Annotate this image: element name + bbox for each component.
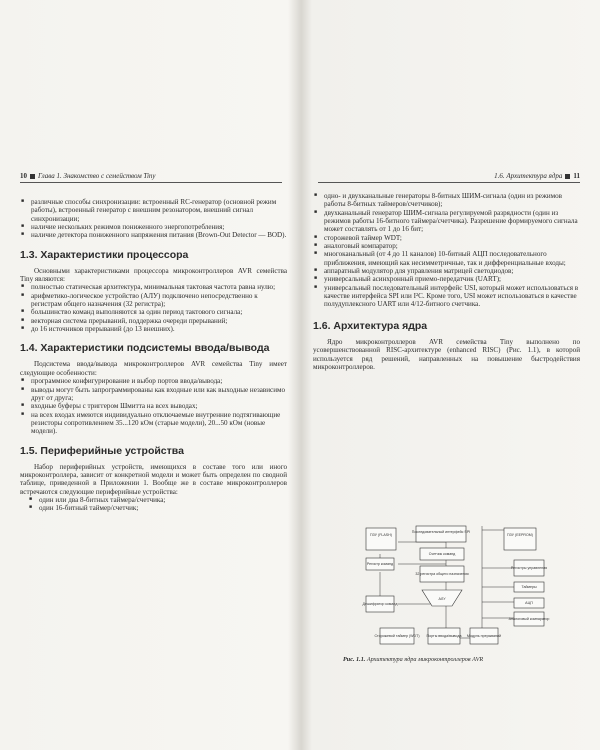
list-item: ■ выводы могут быть запрограммированы как входные или как выходные независимо друг от друга;: [20, 386, 287, 403]
flash-block: [366, 528, 396, 550]
list-item: ■ арифметико-логическое устройство (АЛУ) подключено непосредственно к регистрам общего назначения (32 регистра);: [20, 292, 287, 309]
list-item: ■ сторожевой таймер WDT;: [313, 234, 580, 242]
figure-caption: [343, 656, 483, 663]
architecture-diagram: [358, 524, 556, 654]
right-page-section: 1.6. Архитектура ядра: [494, 172, 563, 180]
ctrl-regs-label: Регистры управления: [510, 566, 548, 570]
list-item: ■ универсальный последовательный интерфейс USI, который может использоваться в качестве интерфейса SPI или I²C. Кроме того, USI может использоваться в качестве полудуплексного UART или 4/12-битного счетчика.: [313, 284, 580, 309]
eeprom-label: ПЗУ (EEPROM): [507, 533, 533, 537]
left-page-header: [20, 172, 156, 180]
ir-label: Регистр команд: [366, 562, 394, 566]
list-item: ■ одно- и двухканальные генераторы 8-битных ШИМ-сигнала (один из режимов работы 8-битных таймеров/счетчиков);: [313, 192, 580, 209]
intro-list: [20, 198, 287, 240]
timers-label: Таймеры: [521, 585, 537, 589]
paragraph: Ядро микроконтроллеров AVR семейства Tiny выполнено по усовершенствованной RISC-архитектуре (enhanced RISC) (Рис. 1.1), в которой используется ряд решений, направленных на повышение быстродействия микроконтроллеров.: [313, 337, 580, 371]
list-item: ■ на всех входах имеются индивидуально отключаемые внутренние подтягивающие резисторы сопротивлением 35...120 кОм (старые модели), 20...50 кОм (новые модели).: [20, 411, 287, 436]
interrupt-label: Модуль прерываний: [466, 634, 502, 638]
section-heading: 1.5. Периферийные устройства: [20, 444, 184, 457]
io-list: [20, 377, 287, 435]
list-item: ■ аналоговый компаратор;: [313, 242, 580, 250]
spi-label: Последовательный интерфейс SPI: [411, 530, 471, 534]
right-page-body: [313, 192, 580, 371]
list-item: ■ универсальный асинхронный приемо-передатчик (UART);: [313, 275, 580, 283]
adc-label: АЦП: [525, 601, 533, 605]
right-page-number: 11: [573, 172, 580, 180]
square-bullet-icon: [30, 174, 35, 179]
list-item: ■ один или два 8-битных таймера/счетчика;: [28, 496, 287, 504]
list-item: ■ входные буферы с триггером Шмитта на всех выводах;: [20, 402, 287, 410]
list-item: ■ наличие нескольких режимов пониженного энергопотребления;: [20, 223, 287, 231]
architecture-diagram-svg: [358, 524, 556, 654]
list-item: ■ многоканальный (от 4 до 11 каналов) 10-битный АЦП последовательного приближения, имеющий как несимметричные, так и дифференциальные входы;: [313, 250, 580, 267]
list-item: ■ большинство команд выполняются за один период тактового сигнала;: [20, 308, 287, 316]
left-page-chapter: Глава 1. Знакомство с семейством Tiny: [38, 172, 156, 180]
header-rule: [20, 182, 282, 183]
right-page-header: [494, 172, 580, 180]
paragraph: Подсистема ввода/вывода микроконтроллеров AVR семейства Tiny имеет следующие особенности:: [20, 360, 287, 377]
list-item: ■ один 16-битный таймер/счетчик;: [28, 504, 287, 512]
eeprom-block: [504, 528, 536, 550]
list-item: ■ программное конфигурирование и выбор портов ввода/вывода;: [20, 377, 287, 385]
list-item: ■ наличие детектора пониженного напряжения питания (Brown-Out Detector — BOD).: [20, 231, 287, 239]
square-bullet-icon: [565, 174, 570, 179]
list-item: ■ аппаратный модулятор для управления матрицей светодиодов;: [313, 267, 580, 275]
section-heading: 1.4. Характеристики подсистемы ввода/вывода: [20, 342, 270, 355]
comparator-label: Аналоговый компаратор: [508, 617, 550, 621]
spi-block: [416, 526, 466, 542]
list-item: ■ до 16 источников прерываний (до 13 внешних).: [20, 325, 287, 333]
section-heading: 1.3. Характеристики процессора: [20, 248, 189, 261]
wdt-label: Сторожевой таймер (WDT): [374, 634, 420, 638]
list-item: ■ двухканальный генератор ШИМ-сигнала регулируемой разрядности (один из режимов работы 16-битного таймера/счетчика). Разрешение формируемого сигнала может составлять от 1 до 16 бит;: [313, 209, 580, 234]
pc-label: Счетчик команд: [428, 552, 456, 556]
io-ports-label: Порты ввода/вывода: [426, 634, 462, 638]
decoder-label: Дешифратор команд: [362, 602, 398, 606]
header-rule: [318, 182, 580, 183]
list-item: ■ различные способы синхронизации: встроенный RC-генератор (основной режим работы), встроенный генератор с внешним резонатором, внешний сигнал синхронизации;: [20, 198, 287, 223]
left-page-number: 10: [20, 172, 27, 180]
paragraph: Набор периферийных устройств, имеющихся в составе того или иного микроконтроллера, зависит от конкретной модели и может быть определен по сводной таблице, приведенной в Приложении 1. Вообще же в составе микроконтроллеров встречаются следующие периферийные устройства:: [20, 462, 287, 496]
paragraph: Основными характеристиками процессора микроконтроллеров AVR семейства Tiny являются:: [20, 266, 287, 284]
figure-caption-text: Архитектура ядра микроконтроллеров AVR: [366, 656, 484, 663]
section-heading: 1.6. Архитектура ядра: [313, 319, 428, 332]
left-page-body: [20, 198, 287, 513]
alu-label: АЛУ: [438, 597, 446, 601]
flash-label: ПЗУ (FLASH): [370, 533, 392, 537]
peripheral-list: [20, 496, 287, 513]
processor-list: [20, 283, 287, 333]
figure-caption-label: Рис. 1.1.: [343, 656, 366, 663]
list-item: ■ полностью статическая архитектура, минимальная тактовая частота равна нулю;: [20, 283, 287, 291]
peripheral-list-cont: [313, 192, 580, 309]
list-item: ■ векторная система прерываний, поддержка очереди прерываний;: [20, 317, 287, 325]
regs-label: 32 регистра общего назначения: [415, 572, 469, 576]
